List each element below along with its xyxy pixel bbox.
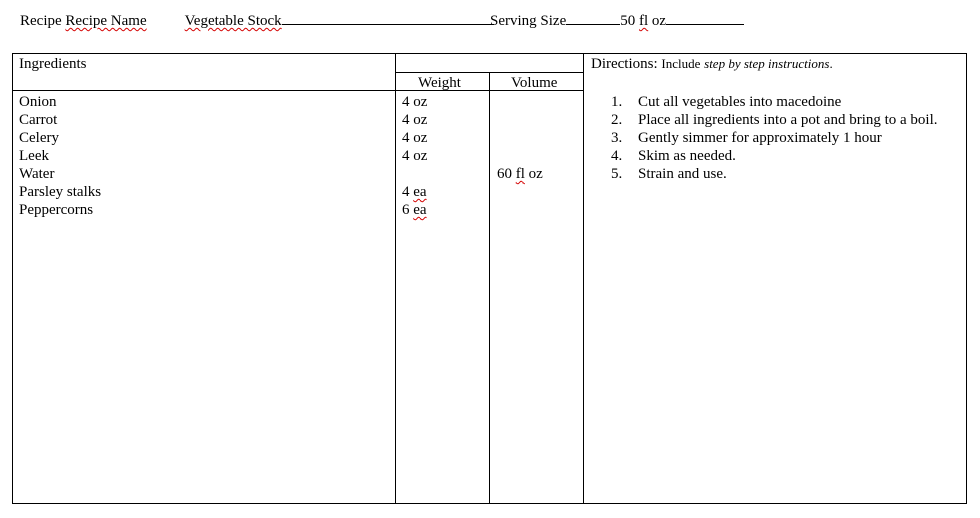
weight-cell: 4 ea	[402, 184, 427, 200]
weight-cell: 4 oz	[402, 130, 428, 146]
ingredient-cell: Carrot	[19, 112, 58, 128]
ingredient-cell: Onion	[19, 94, 57, 110]
ingredient-cell: Peppercorns	[19, 202, 94, 218]
recipe-name-label-word1: Recipe	[20, 13, 66, 29]
recipe-name-value: Vegetable Stock	[184, 13, 282, 29]
serving-size-unit: oz	[651, 13, 667, 29]
direction-step: 2. Place all ingredients into a pot and bring to a boil.	[611, 112, 938, 128]
weight-column	[402, 93, 427, 219]
recipe-name-label: Recipe Name	[65, 13, 147, 29]
ingredients-header: Ingredients	[19, 56, 87, 72]
weight-cell: 6 ea	[402, 202, 427, 218]
weight-header: Weight	[418, 75, 461, 91]
divider-subheader-bottom	[12, 90, 583, 91]
divider-weight-volume	[489, 72, 490, 504]
weight-cell: 4 oz	[402, 94, 428, 110]
volume-header: Volume	[511, 75, 558, 91]
volume-cell: 60 fl oz	[497, 166, 543, 182]
directions-note-prefix: Include	[661, 56, 701, 71]
directions-header	[591, 55, 833, 73]
directions-list	[611, 93, 938, 183]
direction-step: 4. Skim as needed.	[611, 148, 736, 164]
weight-cell	[402, 165, 427, 183]
divider-directions-left	[583, 53, 584, 504]
weight-cell: 4 oz	[402, 112, 428, 128]
direction-step: 3. Gently simmer for approximately 1 hour	[611, 130, 882, 146]
ingredient-cell: Leek	[19, 148, 49, 164]
divider-subheader-top	[395, 72, 583, 73]
recipe-name-line	[20, 10, 494, 30]
recipe-name-blank	[282, 10, 494, 25]
serving-size-label: Serving Size	[490, 13, 567, 29]
serving-size-line	[490, 10, 744, 30]
weight-cell: 4 oz	[402, 148, 428, 164]
divider-weight-left	[395, 53, 396, 504]
ingredients-column	[19, 93, 101, 219]
ingredient-cell: Parsley stalks	[19, 184, 102, 200]
directions-note-italic: step by step instructions	[704, 56, 830, 71]
directions-note-suffix: .	[829, 56, 833, 71]
direction-step: 5. Strain and use.	[611, 166, 727, 182]
serving-size-fl: fl	[639, 13, 649, 29]
direction-step: 1. Cut all vegetables into macedoine	[611, 94, 842, 110]
volume-column	[497, 93, 543, 183]
directions-title: Directions:	[591, 56, 658, 72]
ingredient-cell: Water	[19, 166, 55, 182]
ingredient-cell: Celery	[19, 130, 59, 146]
serving-size-num: 50	[620, 13, 636, 29]
